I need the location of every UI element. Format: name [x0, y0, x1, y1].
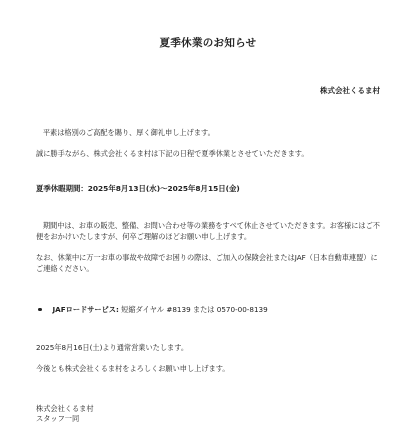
reopen-notice: 2025年8月16日(土)より通常営業いたします。 — [36, 342, 189, 352]
notice-title: 夏季休業のお知らせ — [159, 37, 257, 49]
body-paragraph-1 — [36, 220, 380, 243]
bullet-icon — [38, 308, 42, 312]
holiday-period — [36, 183, 380, 195]
signature-block — [36, 404, 380, 424]
signature-staff: スタッフ一同 — [36, 413, 80, 423]
period-value: 2025年8月13日(水)〜2025年8月15日(金) — [87, 184, 240, 193]
contact-label: JAFロードサービス: — [52, 304, 119, 314]
period-label: 夏季休暇期間： — [36, 184, 88, 193]
greeting-text-1: 平素は格別のご高配を賜り、厚く御礼申し上げます。 — [42, 128, 215, 137]
company-name-header: 株式会社くるま村 — [320, 86, 380, 95]
greeting-paragraph-1 — [36, 127, 380, 139]
contact-list — [36, 305, 380, 315]
signature-company: 株式会社くるま村 — [36, 403, 94, 413]
greeting-paragraph-2: 誠に勝手ながら、株式会社くるま村は下記の日程で夏季休業とさせていただきます。 — [36, 148, 309, 158]
closing-remark: 今後とも株式会社くるま村をよろしくお願い申し上げます。 — [36, 364, 230, 373]
body-paragraph-2: なお、休業中に万一お車の事故や故障でお困りの際は、ご加入の保険会社またはJAF（日本自動車連盟）にご連絡ください。 — [36, 252, 378, 273]
contact-text: 短縮ダイヤル #8139 または 0570-00-8139 — [121, 304, 268, 314]
list-item — [38, 305, 380, 315]
body-text-1: 期間中は、お車の販売、整備、お問い合わせ等の業務をすべて休止させていただきます。お客様にはご不便をおかけいたしますが、何卒ご理解のほどお願い申し上げます。 — [36, 220, 380, 241]
